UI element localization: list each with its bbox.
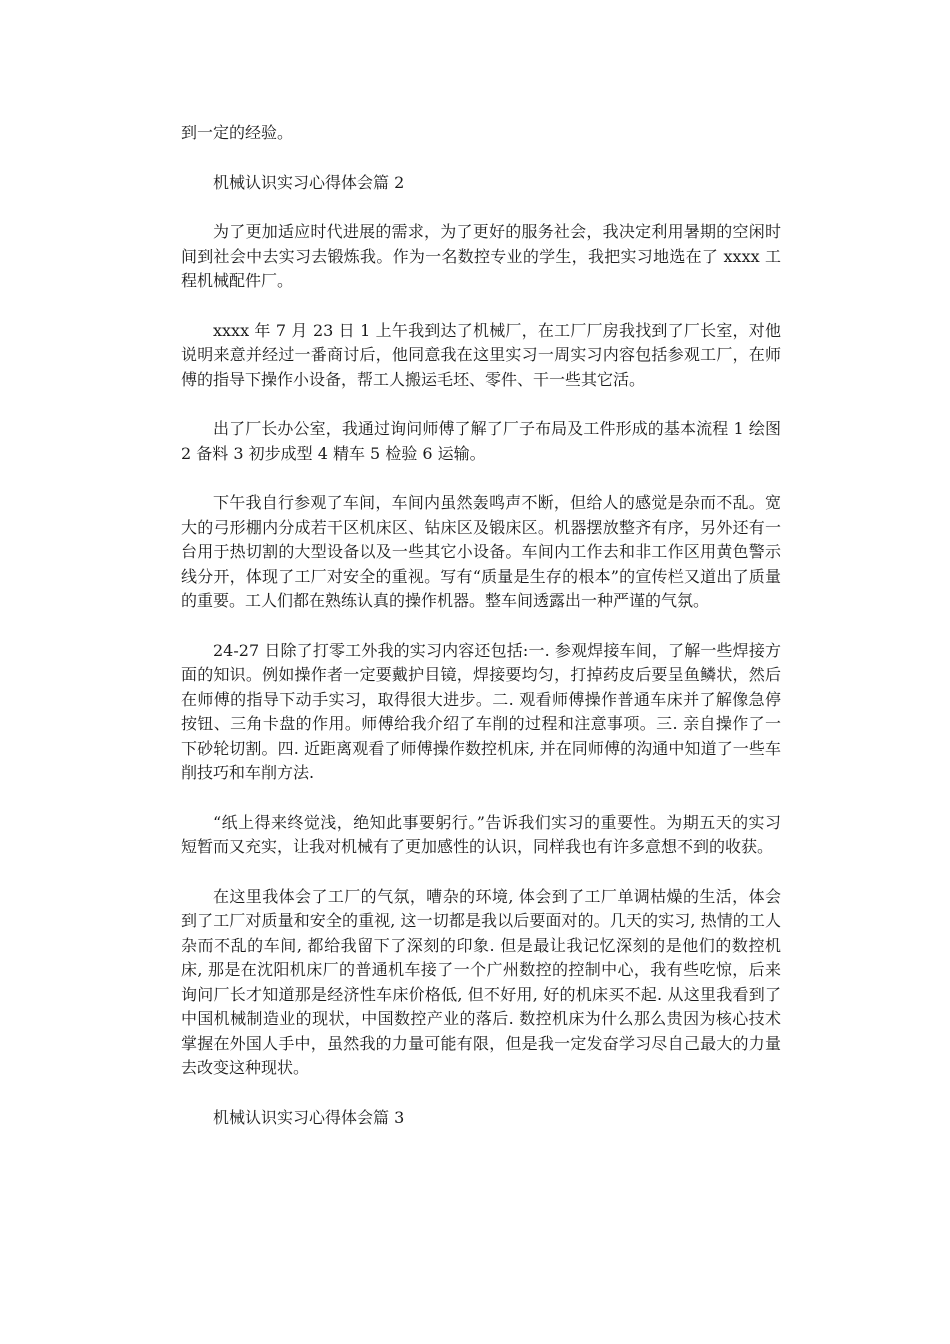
paragraph: 下午我自行参观了车间，车间内虽然轰鸣声不断，但给人的感觉是杂而不乱。宽大的弓形棚内分成若干区机床区、钻床区及锻床区。机器摆放整齐有序，另外还有一台用于热切割的大型设备以及一些其它小设备。车间内工作去和非工作区用黄色警示线分开，体现了工厂对安全的重视。写有“质量是生存的根本”的宣传栏又道出了质量的重要。工人们都在熟练认真的操作机器。整车间透露出一种严谨的气氛。: [181, 493, 781, 610]
section-heading-2: 机械认识实习心得体会篇 2: [213, 172, 405, 192]
paragraph: 出了厂长办公室，我通过询问师傅了解了厂子布局及工件形成的基本流程 1 绘图 2 备料 3 初步成型 4 精车 5 检验 6 运输。: [181, 419, 781, 463]
paragraph: 为了更加适应时代进展的需求，为了更好的服务社会，我决定利用暑期的空闲时间到社会中去实习去锻炼我。作为一名数控专业的学生，我把实习地选在了 xxxx 工程机械配件厂。: [181, 222, 781, 290]
document-body: [181, 121, 781, 1155]
paragraph: 24-27 日除了打零工外我的实习内容还包括:一. 参观焊接车间，了解一些焊接方面的知识。例如操作者一定要戴护目镜，焊接要均匀，打掉药皮后要呈鱼鳞状，然后在师傅的指导下动手实习，取得很大进步。二. 观看师傅操作普通车床并了解像急停按钮、三角卡盘的作用。师傅给我介绍了车削的过程和注意事项。三. 亲自操作了一下砂轮切割。四. 近距离观看了师傅操作数控机床, 并在同师傅的沟通中知道了一些车削技巧和车削方法.: [181, 640, 781, 782]
paragraph: xxxx 年 7 月 23 日 1 上午我到达了机械厂，在工厂厂房我找到了厂长室，对他说明来意并经过一番商讨后，他同意我在这里实习一周实习内容包括参观工厂，在师傅的指导下操作小设备，帮工人搬运毛坯、零件、干一些其它活。: [181, 320, 781, 389]
paragraph: “纸上得来终觉浅，绝知此事要躬行。”告诉我们实习的重要性。为期五天的实习短暂而又充实，让我对机械有了更加感性的认识，同样我也有许多意想不到的收获。: [181, 812, 781, 856]
section-heading-3: 机械认识实习心得体会篇 3: [213, 1107, 405, 1127]
paragraph-continuation: 到一定的经验。: [181, 123, 294, 142]
paragraph: 在这里我体会了工厂的气氛，嘈杂的环境, 体会到了工厂单调枯燥的生活，体会到了工厂对质量和安全的重视, 这一切都是我以后要面对的。几天的实习, 热情的工人杂而不乱的车间, 都给我留下了深刻的印象. 但是最让我记忆深刻的是他们的数控机床, 那是在沈阳机床厂的普通机车接了一个广州数控的控制中心，我有些吃惊，后来询问厂长才知道那是经济性车床价格低, 但不好用, 好的机床买不起. 从这里我看到了中国机械制造业的现状，中国数控产业的落后. 数控机床为什么那么贵因为核心技术掌握在外国人手中，虽然我的力量可能有限，但是我一定发奋学习尽自己最大的力量去改变这种现状。: [181, 886, 781, 1077]
